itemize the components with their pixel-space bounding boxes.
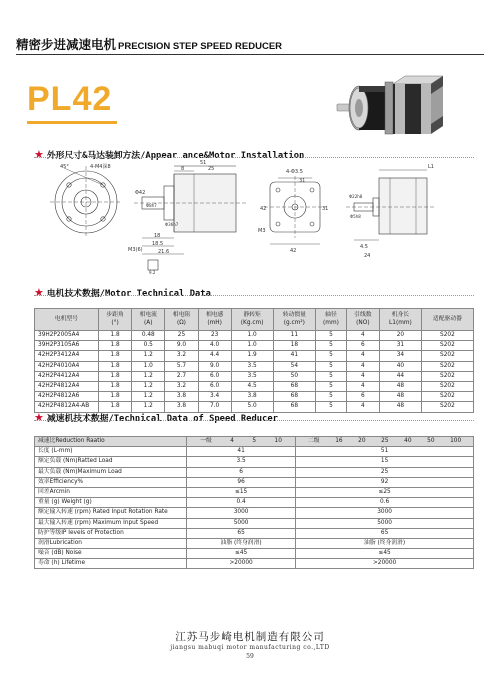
table-cell: 1.8 [99,341,132,351]
table-cell: 9.0 [165,341,198,351]
table-cell: 44 [379,371,421,381]
column-header: 转动惯量 (g.cm²) [273,309,316,331]
dim-label: 18 [154,233,161,239]
table-cell: 2.7 [165,371,198,381]
table-cell: 4 [346,331,379,341]
table-cell: 5 [316,402,347,412]
header-title-en: PRECISION STEP SPEED REDUCER [118,41,283,52]
header-title-cn: 精密步进减速电机 [16,37,117,52]
column-header: 适配驱动器 [421,309,473,331]
parameter-label: 最大输入转速 (rpm) Maximum Input Speed [35,518,187,528]
table-cell: 5.0 [231,402,273,412]
table-cell: 1.2 [132,351,165,361]
table-cell: 1.2 [132,402,165,412]
table-cell: 3.8 [165,402,198,412]
drawing-side-view [128,160,246,275]
section-motor-title: 电机技术数据/Motor Technical Data [46,289,211,299]
table-cell: 5.7 [165,361,198,371]
table-row [35,371,474,381]
drawing-front-view [50,163,122,238]
table-cell: S202 [421,341,473,351]
table-cell: 96 [187,477,296,487]
table-row [35,467,474,477]
column-header: 静转矩 (Kg.cm) [231,309,273,331]
dim-label: 4.5 [360,244,368,250]
table-cell: 油脂 (终身润滑) [296,538,474,548]
table-cell: 65 [187,528,296,538]
table-cell: 41 [273,351,316,361]
stage2-ratios [296,437,474,447]
table-cell: 92 [296,477,474,487]
dim-label: Φ36h7 [165,222,179,227]
dim-label: 24 [364,253,371,259]
table-row [35,549,474,559]
table-cell: 3.8 [231,392,273,402]
table-row [35,447,474,457]
table-cell: S202 [421,402,473,412]
table-cell: 54 [273,361,316,371]
ratio-label: 减速比Reduction Raatio [35,437,187,447]
table-cell: 65 [296,528,474,538]
parameter-label: 噪音 (dB) Noise [35,549,187,559]
table-cell: 15 [296,457,474,467]
column-header: 步距角 (°) [99,309,132,331]
dim-label: 51 [200,160,207,166]
model-name: PL42 [27,80,113,118]
header-divider [16,54,484,55]
table-cell: 48 [379,381,421,391]
table-header-row [35,437,474,447]
table-cell: 51 [296,447,474,457]
table-cell: 1.8 [99,392,132,402]
table-cell: 1.0 [231,341,273,351]
table-cell: S202 [421,361,473,371]
table-cell: 9.0 [198,361,231,371]
table-cell: 50 [273,371,316,381]
dim-label: 31 [322,206,329,212]
table-cell: 4.4 [198,351,231,361]
footer-company-en: jiangsu mabuqi motor manufacturing co.,LTD [170,644,330,651]
table-cell: S202 [421,381,473,391]
table-cell: 3000 [296,508,474,518]
reducer-table-body [35,437,474,569]
table-cell: 油脂 (终身润滑) [187,538,296,548]
table-row [35,381,474,391]
table-cell: 4.0 [198,341,231,351]
parameter-label: 效率Efficiency% [35,477,187,487]
table-row [35,331,474,341]
model-underline [27,121,117,124]
table-row [35,518,474,528]
table-row [35,361,474,371]
table-cell: 48 [379,392,421,402]
table-cell: S202 [421,392,473,402]
table-cell: 0.5 [132,341,165,351]
table-cell: 68 [273,392,316,402]
table-cell: 3000 [187,508,296,518]
section-divider [34,420,474,421]
table-cell: 4 [346,371,379,381]
dim-label: M3 [258,228,266,234]
gear-motor-image [335,74,460,142]
parameter-label: 最大负载 (Nm)Maximum Load [35,467,187,477]
dim-label: L1 [428,164,434,170]
table-cell: 1.0 [132,361,165,371]
table-cell: 1.8 [99,331,132,341]
dim-label: 42 [260,206,267,212]
table-cell: 4.5 [231,381,273,391]
section-motor [34,281,211,299]
table-cell: 11 [273,331,316,341]
table-cell: 1.2 [132,371,165,381]
section-appearance-title: 外形尺寸&马达装卸方法/Appear ance&Motor Installation [46,151,305,161]
parameter-label: 润滑Lubrication [35,538,187,548]
page-header [16,34,282,53]
star-icon: ★ [34,286,44,299]
model-cell: 42H2P4412A4 [35,371,99,381]
table-cell: >20000 [187,559,296,569]
section-appearance [34,143,305,161]
table-cell: 4 [346,381,379,391]
column-header: 相电感 (mH) [198,309,231,331]
table-cell: 6 [346,341,379,351]
table-cell: 40 [379,361,421,371]
model-cell: 42H2P4010A4 [35,361,99,371]
motor-data-table [34,308,474,413]
drawing-motor-side [346,164,434,259]
table-cell: 0.6 [296,498,474,508]
table-cell: 23 [198,331,231,341]
column-header: 引线数 (NO) [346,309,379,331]
table-cell: 6 [346,392,379,402]
table-cell: 3.8 [165,392,198,402]
table-cell: 5 [316,381,347,391]
dim-label: Φ22h8 [349,194,363,199]
section-divider [34,157,474,158]
dim-label: 8 [181,166,185,172]
table-cell: 4 [346,361,379,371]
table-row [35,392,474,402]
table-cell: 25 [165,331,198,341]
table-cell: 25 [296,467,474,477]
table-cell: 3.5 [231,361,273,371]
model-cell: 39H2P2005A4 [35,331,99,341]
table-cell: 6.0 [198,381,231,391]
dim-label: 45° [60,164,69,170]
table-header-row [35,309,474,331]
table-cell: 1.2 [132,381,165,391]
table-cell: 0.48 [132,331,165,341]
footer-company-cn: 江苏马步崎电机制造有限公司 [175,631,325,643]
table-cell: 1.8 [99,381,132,391]
table-cell: S202 [421,331,473,341]
parameter-label: 寿命 (h) Lifetime [35,559,187,569]
dimension-drawings [24,160,474,275]
table-cell: 5 [316,351,347,361]
dim-label: 9.2 [149,270,156,275]
model-cell: 42H2P4812A4-AB [35,402,99,412]
star-icon: ★ [34,148,44,161]
table-row [35,498,474,508]
motor-table-body [35,331,474,413]
table-cell: 34 [379,351,421,361]
star-icon: ★ [34,411,44,424]
table-cell: 5 [316,331,347,341]
section-reducer-title: 减速机技术数据/Technical Data of Speed Reducer [46,414,278,424]
dim-label: 31 [299,178,306,184]
table-cell: 5 [316,341,347,351]
table-cell: 0.4 [187,498,296,508]
table-cell: 4 [346,351,379,361]
table-row [35,559,474,569]
drawing-motor-front [258,169,328,254]
parameter-label: 长度 (L-mm) [35,447,187,457]
section-reducer [34,406,278,424]
stage1-ratios [187,437,296,447]
ratio-value: 20 [358,438,366,445]
ratio-value: 25 [381,438,389,445]
table-cell: 68 [273,381,316,391]
table-cell: 6 [187,467,296,477]
table-row [35,487,474,497]
table-cell: 4 [346,402,379,412]
parameter-label: 重量 (g) Weight (g) [35,498,187,508]
table-cell: 3.4 [198,392,231,402]
dim-label: M3(6) [128,247,143,253]
table-cell: 68 [273,402,316,412]
table-cell: 3.2 [165,381,198,391]
model-cell: 42H2P4812A6 [35,392,99,402]
table-cell: S202 [421,351,473,361]
table-cell: 1.8 [99,371,132,381]
table-cell: ≤25 [296,487,474,497]
table-cell: 1.2 [132,392,165,402]
parameter-label: 额定负载 (Nm)Ratted Load [35,457,187,467]
table-cell: 5 [316,361,347,371]
dim-label: Φ8h7 [146,203,157,208]
table-cell: 7.0 [198,402,231,412]
table-cell: 1.8 [99,351,132,361]
table-cell: 5 [316,371,347,381]
stage2-label: 二级 [307,438,320,445]
dim-label: 18.5 [152,241,164,247]
table-row [35,341,474,351]
column-header: 相电流 (A) [132,309,165,331]
table-cell: ≤45 [187,549,296,559]
section-divider [34,295,474,296]
ratio-value: 40 [404,438,412,445]
model-cell: 42H2P4812A4 [35,381,99,391]
column-header: 相电阻 (Ω) [165,309,198,331]
dim-label: 25 [208,166,215,172]
ratio-value: 16 [335,438,343,445]
dim-label: 4-Φ3.5 [286,169,303,175]
parameter-label: 额定输入转速 (rpm) Rated Input Rotation Rate [35,508,187,518]
ratio-value: 4 [230,438,234,445]
table-cell: 48 [379,402,421,412]
table-cell: 31 [379,341,421,351]
table-cell: 3.5 [187,457,296,467]
page-number: 59 [246,653,254,660]
parameter-label: 防护等级IP Ievels of Protection [35,528,187,538]
column-header: 电机型号 [35,309,99,331]
reducer-data-table [34,436,474,569]
table-cell: 1.0 [231,331,273,341]
table-cell: 1.8 [99,402,132,412]
stage1-label: 一级 [200,438,212,445]
dim-label: Φ5h8 [350,214,361,219]
ratio-value: 5 [252,438,257,445]
table-cell: S202 [421,371,473,381]
table-cell: 20 [379,331,421,341]
table-cell: >20000 [296,559,474,569]
table-row [35,457,474,467]
model-cell: 39H2P3105A6 [35,341,99,351]
dim-label: Φ42 [135,190,146,196]
model-cell: 42H2P3412A4 [35,351,99,361]
table-cell: ≤45 [296,549,474,559]
table-cell: ≤15 [187,487,296,497]
table-row [35,508,474,518]
table-cell: 5000 [187,518,296,528]
dim-label: 21.6 [158,249,170,255]
parameter-label: 回差Arcmin [35,487,187,497]
table-cell: 18 [273,341,316,351]
ratio-value: 100 [450,438,462,445]
dim-label: 42 [290,248,297,254]
column-header: 轴径 (mm) [316,309,347,331]
ratio-value: 50 [427,438,435,445]
table-cell: 41 [187,447,296,457]
dim-label: 4-M4深8 [90,164,111,170]
table-row [35,538,474,548]
table-row [35,477,474,487]
table-row [35,351,474,361]
table-cell: 5000 [296,518,474,528]
table-cell: 3.5 [231,371,273,381]
table-cell: 5 [316,392,347,402]
table-cell: 1.9 [231,351,273,361]
table-cell: 6.0 [198,371,231,381]
column-header: 机身长 L1(mm) [379,309,421,331]
table-cell: 3.2 [165,351,198,361]
ratio-value: 10 [274,438,282,445]
table-cell: 1.8 [99,361,132,371]
table-row [35,528,474,538]
